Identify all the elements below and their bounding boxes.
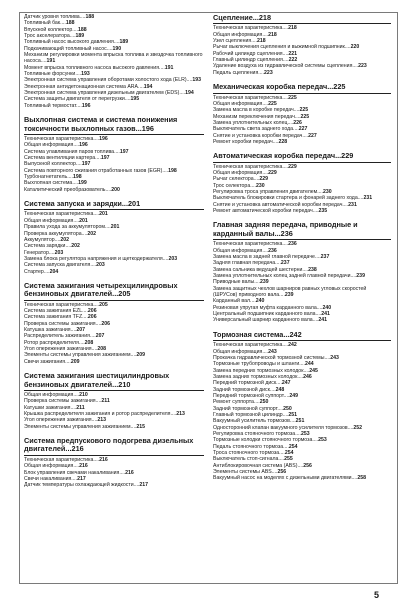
page-ref: 236 xyxy=(288,241,297,248)
toc-entry[interactable]: Передний тормозной суппорт....249 xyxy=(213,392,299,399)
toc-entry[interactable]: Подкачивающий топливный насос....190 xyxy=(24,45,122,52)
page-ref: 201 xyxy=(79,217,88,224)
page-ref: 210 xyxy=(118,379,131,389)
toc-entry[interactable]: Проверка системы зажигания....206 xyxy=(24,320,110,327)
toc-entry[interactable]: Замена сальника ведущей шестерни....238 xyxy=(213,266,317,273)
toc-entry[interactable]: Система вентиляции картера....197 xyxy=(24,155,110,161)
toc-section xyxy=(24,200,204,275)
toc-entry[interactable]: Техническая характеристика....216 xyxy=(24,456,108,463)
page-ref: 193 xyxy=(192,77,202,84)
toc-entry[interactable]: Правила ухода за аккумулятором....201 xyxy=(24,224,120,231)
page-ref: 228 xyxy=(278,138,288,145)
toc-entry[interactable]: Электронная антидетонационная система ARA....194 xyxy=(24,83,153,90)
page-ref: 218 xyxy=(258,13,272,22)
toc-entry[interactable]: Прокачка гидравлической тормозной системы....243 xyxy=(213,354,339,361)
toc-entry[interactable]: Крышка распределителя зажигания и ротор распределителя....213 xyxy=(24,411,185,417)
toc-entry[interactable]: Задняя главная передача....237 xyxy=(213,260,290,267)
toc-entry[interactable]: Общая информация....243 xyxy=(213,348,277,355)
page-ref: 215 xyxy=(136,423,146,430)
page-ref: 206 xyxy=(87,314,97,321)
toc-entry[interactable]: Общая информация....196 xyxy=(24,142,88,149)
toc-entry[interactable]: Свечи накаливания....217 xyxy=(24,475,86,482)
section-title[interactable]: Выхлопная система и система понижения токсичности выхлопных газов...196 xyxy=(24,116,204,135)
toc-entry[interactable]: Вакуумный насос на моделях с дизельными двигателями....258 xyxy=(213,475,366,482)
toc-entry[interactable]: Проверка системы зажигания....211 xyxy=(24,398,110,405)
page-ref: 217 xyxy=(139,482,149,489)
page-ref: 243 xyxy=(330,354,339,361)
toc-entry[interactable]: Общая информация....225 xyxy=(213,100,277,107)
toc-entry[interactable]: Регулировка стояночного тормоза....253 xyxy=(213,430,310,437)
page-ref: 203 xyxy=(168,255,178,262)
page-ref: 213 xyxy=(176,411,185,417)
toc-entry[interactable]: Техническая характеристика....229 xyxy=(213,163,297,170)
page-ref: 225 xyxy=(299,107,309,114)
toc-entry[interactable]: Замена уплотнительных колец....226 xyxy=(213,119,302,126)
toc-entry[interactable]: Резиновая упругая муфта карданного вала....240 xyxy=(213,304,332,311)
page-ref: 250 xyxy=(283,405,292,412)
page-ref: 209 xyxy=(70,358,80,365)
page-ref: 229 xyxy=(288,163,297,170)
toc-entry[interactable]: Выключатель света заднего хода....227 xyxy=(213,126,308,133)
page-ref: 243 xyxy=(268,348,277,355)
page-ref: 201 xyxy=(128,199,141,209)
toc-entry[interactable]: Техническая характеристика....218 xyxy=(213,25,297,32)
toc-entry[interactable]: Общая информация....236 xyxy=(213,247,277,254)
page-ref: 240 xyxy=(255,298,265,305)
toc-entry[interactable]: Замена защитных чехлов шарниров равных угловых скоростей (ШРУСов) приводного вала....239 xyxy=(213,285,368,299)
page-ref: 197 xyxy=(119,148,129,155)
page-ref: 207 xyxy=(95,333,105,340)
toc-entry[interactable]: Антиблокировочная система (ABS)....256 xyxy=(213,462,312,469)
toc-entry[interactable]: Момент впрыска топливного насоса высокого давления....191 xyxy=(24,64,174,71)
toc-entry[interactable]: Выключатель блокировки стартера и фонарей заднего хода....231 xyxy=(213,195,373,202)
page-ref: 218 xyxy=(256,38,266,45)
toc-right-column xyxy=(213,14,391,489)
page-ref: 188 xyxy=(85,14,95,20)
toc-entry[interactable]: Каталитический преобразователь....200 xyxy=(24,186,120,193)
page-ref: 254 xyxy=(288,443,298,450)
page-ref: 200 xyxy=(111,186,120,193)
toc-entry[interactable]: Техническая характеристика....236 xyxy=(213,241,297,248)
toc-entry[interactable]: Троса стояночного тормоза....254 xyxy=(213,450,294,456)
page-ref: 241 xyxy=(318,317,328,324)
page-ref: 253 xyxy=(318,437,327,444)
page-ref: 227 xyxy=(308,132,317,139)
toc-entry[interactable]: Система зажигания EZL....206 xyxy=(24,308,97,315)
page-ref: 199 xyxy=(78,180,87,187)
page-ref: 231 xyxy=(348,201,357,208)
page-ref: 256 xyxy=(303,462,312,469)
toc-entry[interactable]: Задний тормозной суппорт....250 xyxy=(213,405,292,412)
toc-entry[interactable]: Замена блока регулятора напряжения и щеткодержателя....203 xyxy=(24,255,178,262)
page-ref: 196 xyxy=(141,123,154,133)
page-ref: 229 xyxy=(341,151,354,161)
toc-entry[interactable]: Генератор....203 xyxy=(24,249,64,256)
page-ref: 242 xyxy=(289,329,302,339)
toc-entry[interactable]: Удаление воздуха из гидравлической системы сцепления....223 xyxy=(213,63,367,70)
toc-section xyxy=(24,372,204,430)
page-ref: 188 xyxy=(65,20,75,27)
toc-entry[interactable]: Главный цилиндр сцепления....222 xyxy=(213,57,298,64)
page-ref: 248 xyxy=(275,386,285,393)
page-ref: 204 xyxy=(49,268,59,275)
page-ref: 229 xyxy=(268,170,277,177)
page-ref: 227 xyxy=(298,126,308,133)
toc-entry[interactable]: Замена масла в коробке передач....225 xyxy=(213,107,309,114)
toc-entry[interactable]: Замена масла в задней главной передаче....237 xyxy=(213,253,330,260)
page-ref: 246 xyxy=(303,373,312,380)
page-ref: 191 xyxy=(164,64,174,71)
page-ref: 238 xyxy=(308,266,317,273)
page-ref: 216 xyxy=(125,469,134,476)
page-ref: 223 xyxy=(264,69,273,76)
page-ref: 237 xyxy=(280,260,290,267)
toc-entry[interactable]: Универсальный шарнир карданного вала....241 xyxy=(213,317,328,324)
toc-entry[interactable]: Элементы системы ABS....256 xyxy=(213,469,287,476)
toc-entry[interactable]: Рабочий цилиндр сцепления....221 xyxy=(213,50,297,57)
page-ref: 218 xyxy=(288,25,297,32)
toc-entry[interactable]: Система защиты двигателя от перегрузки....195 xyxy=(24,96,140,103)
page-ref: 202 xyxy=(60,236,70,243)
section-title[interactable]: Система предпускового подогрева дизельных двигателей...216 xyxy=(24,437,204,456)
page-ref: 225 xyxy=(333,82,346,92)
page-ref: 225 xyxy=(288,94,297,101)
section-title[interactable]: Тормозная система...242 xyxy=(213,331,391,341)
page-ref: 245 xyxy=(309,367,318,374)
page-ref: 256 xyxy=(277,469,287,476)
toc-entry[interactable]: Общая информация....201 xyxy=(24,217,88,224)
toc-entry[interactable]: Угол опережения зажигания....213 xyxy=(24,417,107,424)
page-ref: 231 xyxy=(363,195,373,202)
toc-entry[interactable]: Регулировка троса управления двигателем....230 xyxy=(213,189,332,196)
toc-entry[interactable]: Элементы системы управления зажиганием....209 xyxy=(24,352,146,359)
page-ref: 253 xyxy=(300,430,310,437)
page-ref: 191 xyxy=(46,58,56,65)
toc-entry[interactable]: Приводные валы....239 xyxy=(213,279,269,286)
page-ref: 249 xyxy=(289,392,299,399)
toc-entry[interactable]: Вакуумный усилитель тормозов....251 xyxy=(213,418,305,425)
toc-entry[interactable]: Карданный вал....240 xyxy=(213,298,265,305)
page-ref: 229 xyxy=(259,176,269,183)
toc-entry[interactable]: Замена уплотнительных колец задней главной передачи....239 xyxy=(213,273,365,279)
toc-entry[interactable]: Ремонт коробки передач....228 xyxy=(213,138,288,145)
page-ref: 210 xyxy=(79,391,88,398)
toc-entry[interactable]: Общая информация....210 xyxy=(24,391,88,398)
section-title[interactable]: Система запуска и зарядки...201 xyxy=(24,200,204,210)
page-ref: 213 xyxy=(97,417,107,424)
toc-entry[interactable]: Катушки зажигания....211 xyxy=(24,404,85,411)
toc-entry[interactable]: Общая информация....216 xyxy=(24,463,88,470)
toc-entry[interactable]: Система зажигания TFZ....206 xyxy=(24,314,97,321)
page-ref: 201 xyxy=(110,224,120,231)
page-ref: 205 xyxy=(118,289,131,299)
toc-section xyxy=(213,152,391,214)
toc-entry[interactable]: Механизм переключения передач....225 xyxy=(213,113,310,120)
page-ref: 206 xyxy=(87,308,97,315)
toc-entry[interactable]: Электронная система управления оборотами холостого хода (ELR)....193 xyxy=(24,77,202,84)
toc-entry[interactable]: Электронная система управления дизельным двигателем (EDS)....194 xyxy=(24,90,194,97)
toc-entry[interactable]: Стартер....204 xyxy=(24,268,59,275)
toc-entry[interactable]: Элементы системы управления зажиганием....215 xyxy=(24,423,146,430)
toc-entry[interactable]: Выхлопная система....199 xyxy=(24,180,87,187)
page-ref: 188 xyxy=(77,26,87,33)
page-ref: 216 xyxy=(71,444,84,454)
toc-entry[interactable]: Центральный подшипник карданного вала....241 xyxy=(213,311,330,318)
toc-entry[interactable]: Проверка аккумулятора....202 xyxy=(24,230,97,237)
page-ref: 211 xyxy=(76,404,85,411)
page-ref: 230 xyxy=(255,182,265,189)
page-ref: 236 xyxy=(268,247,277,254)
page-ref: 196 xyxy=(81,102,91,109)
page-ref: 225 xyxy=(268,100,277,107)
page-ref: 242 xyxy=(288,342,297,349)
toc-entry[interactable]: Катушка зажигания....207 xyxy=(24,327,85,334)
toc-entry[interactable]: Ремонт автоматической коробки передач....235 xyxy=(213,208,328,215)
toc-entry[interactable]: Датчик температуры охлаждающей жидкости....217 xyxy=(24,482,149,489)
toc-entry[interactable]: Датчик уровня топлива....188 xyxy=(24,14,95,20)
page-ref: 203 xyxy=(96,262,105,269)
page-ref: 216 xyxy=(79,463,88,470)
toc-entry[interactable]: Ротор распределителя....208 xyxy=(24,339,94,346)
toc-entry[interactable]: Угол опережения зажигания....208 xyxy=(24,346,107,353)
toc-entry[interactable]: Аккумулятор....202 xyxy=(24,236,70,243)
toc-entry[interactable]: Тормозные трубопроводы и шланги....244 xyxy=(213,361,314,368)
page-ref: 207 xyxy=(76,327,85,334)
page-ref: 206 xyxy=(101,320,110,327)
page-ref: 205 xyxy=(99,301,108,308)
toc-entry[interactable]: Рычаг выключения сцепления и выжимной подшипник....220 xyxy=(213,44,360,51)
toc-entry[interactable]: Свечи зажигания....209 xyxy=(24,358,80,365)
page-ref: 218 xyxy=(268,31,277,38)
toc-entry[interactable]: Топливные форсунки....193 xyxy=(24,71,90,78)
page-ref: 189 xyxy=(119,39,129,46)
page-ref: 241 xyxy=(321,311,330,318)
page-ref: 236 xyxy=(280,228,293,238)
toc-entry[interactable]: Топливный бак....188 xyxy=(24,20,75,27)
toc-entry[interactable]: Выпускной коллектор....197 xyxy=(24,161,91,168)
toc-entry[interactable]: Топливный насос высокого давления....189 xyxy=(24,39,129,46)
toc-section xyxy=(24,116,204,193)
page-ref: 195 xyxy=(130,96,140,103)
toc-entry[interactable]: Снятие и установка коробки передач....227 xyxy=(213,132,317,139)
toc-entry[interactable]: Топливный термостат....196 xyxy=(24,102,91,109)
page-ref: 258 xyxy=(357,475,366,482)
section-title[interactable]: Система зажигания шестицилиндровых бензиновых двигателей...210 xyxy=(24,372,204,391)
page-ref: 209 xyxy=(136,352,146,359)
page-ref: 196 xyxy=(79,142,88,149)
page-ref: 196 xyxy=(99,135,108,142)
page-ref: 190 xyxy=(112,45,122,52)
page-ref: 226 xyxy=(293,119,302,126)
page-ref: 220 xyxy=(350,44,360,51)
page-ref: 202 xyxy=(71,243,80,250)
toc-entry[interactable]: Главный тормозной цилиндр....251 xyxy=(213,411,298,418)
page-ref: 198 xyxy=(168,167,177,174)
toc-entry[interactable]: Задний тормозной диск....248 xyxy=(213,386,285,393)
page-ref: 251 xyxy=(288,411,298,418)
toc-entry[interactable]: Общая информация....218 xyxy=(213,31,277,38)
section-title[interactable]: Сцепление...218 xyxy=(213,14,391,24)
section-title[interactable]: Система зажигания четырехцилиндровых бензиновых двигателей...205 xyxy=(24,282,204,301)
page-ref: 208 xyxy=(84,339,94,346)
toc-entry[interactable]: Техническая характеристика....196 xyxy=(24,135,108,142)
toc-entry[interactable]: Техническая характеристика....225 xyxy=(213,94,297,101)
page-ref: 198 xyxy=(73,174,82,181)
page-ref: 208 xyxy=(97,346,107,353)
toc-entry[interactable]: Трос акселератора....189 xyxy=(24,33,85,40)
toc-entry[interactable]: Односторонний клапан вакуумного усилителя тормозов....252 xyxy=(213,424,363,431)
toc-entry[interactable]: Выключатель стоп-сигнала....255 xyxy=(213,456,293,463)
page-ref: 235 xyxy=(318,208,328,215)
toc-entry[interactable]: Педаль стояночного тормоза....254 xyxy=(213,443,298,450)
page-ref: 254 xyxy=(284,450,294,456)
toc-section xyxy=(213,14,391,76)
page-ref: 237 xyxy=(320,253,330,260)
page-ref: 197 xyxy=(81,161,91,168)
toc-entry[interactable]: Техническая характеристика....205 xyxy=(24,301,108,308)
page-ref: 239 xyxy=(356,273,365,279)
toc-entry[interactable]: Передний тормозной диск....247 xyxy=(213,380,291,387)
section-title[interactable]: Автоматическая коробка передач...229 xyxy=(213,152,391,162)
toc-entry[interactable]: Впускной коллектор....188 xyxy=(24,26,87,33)
page-ref: 223 xyxy=(358,63,367,70)
page-ref: 211 xyxy=(101,398,110,405)
page-ref: 255 xyxy=(284,456,293,463)
page-ref: 217 xyxy=(77,475,86,482)
page-ref: 239 xyxy=(284,292,294,299)
page-ref: 239 xyxy=(260,279,269,286)
toc-entry[interactable]: Замена передних тормозных колодок....245 xyxy=(213,367,318,374)
toc-section xyxy=(213,83,391,145)
toc-entry[interactable]: Система улавливания паров топлива....197 xyxy=(24,148,129,155)
section-title[interactable]: Главная задняя передача, приводные и карданный валы...236 xyxy=(213,221,391,240)
page-ref: 222 xyxy=(288,57,298,64)
page-ref: 201 xyxy=(99,211,108,218)
toc-entry[interactable]: Тормозные колодки стояночного тормоза....253 xyxy=(213,437,327,444)
page-ref: 194 xyxy=(185,90,194,97)
toc-entry[interactable]: Рычаг селектора....229 xyxy=(213,176,269,183)
toc-entry[interactable]: Снятие и установка автоматической коробки передач....231 xyxy=(213,201,357,208)
toc-entry[interactable]: Ремонт суппорта....250 xyxy=(213,399,269,406)
page-number: 5 xyxy=(374,590,380,600)
toc-entry[interactable]: Система зарядки....202 xyxy=(24,243,80,250)
section-title[interactable]: Механическая коробка передач...225 xyxy=(213,83,391,93)
toc-entry[interactable]: Турбонагнетатель....198 xyxy=(24,174,82,181)
toc-entry[interactable]: Педаль сцепления....223 xyxy=(213,69,273,76)
page-ref: 189 xyxy=(75,33,85,40)
page-ref: 251 xyxy=(295,418,305,425)
toc-section xyxy=(213,221,391,323)
toc-entry[interactable]: Техническая характеристика....242 xyxy=(213,342,297,349)
toc-left-column xyxy=(24,14,204,496)
page-ref: 252 xyxy=(353,424,363,431)
page-ref: 194 xyxy=(143,83,153,90)
page-ref: 250 xyxy=(259,399,269,406)
toc-entry[interactable]: Общая информация....229 xyxy=(213,170,277,177)
toc-entry[interactable]: Замена задних тормозных колодок....246 xyxy=(213,373,312,380)
page-ref: 221 xyxy=(288,50,297,57)
toc-section xyxy=(213,331,391,482)
page-ref: 247 xyxy=(281,380,291,387)
page-ref: 197 xyxy=(100,155,110,161)
page-ref: 193 xyxy=(81,71,90,78)
toc-entry[interactable]: Трос селектора....230 xyxy=(213,182,265,189)
toc-section xyxy=(24,437,204,489)
page-ref: 225 xyxy=(300,113,310,120)
page-ref: 244 xyxy=(305,361,314,368)
toc-entry[interactable]: Система запуска двигателя....203 xyxy=(24,262,105,269)
toc-entry[interactable]: Техническая характеристика....201 xyxy=(24,211,108,218)
toc-entry[interactable]: Механизм регулировки момента впрыска топлива и звездочка топливного насоса....191 xyxy=(24,52,204,65)
toc-entry[interactable]: Узел сцепления....218 xyxy=(213,38,266,45)
toc-entry[interactable]: Распределитель зажигания....207 xyxy=(24,333,105,340)
page-ref: 216 xyxy=(99,456,108,463)
page-ref: 203 xyxy=(54,249,64,256)
toc-entry[interactable]: Блок управления свечами накаливания....216 xyxy=(24,469,134,476)
page-ref: 240 xyxy=(322,304,332,311)
toc-entry[interactable]: Система повторного сжигания отработанных газов (EGR)....198 xyxy=(24,167,177,174)
toc-section xyxy=(24,282,204,365)
page-ref: 202 xyxy=(87,230,97,237)
toc-section xyxy=(24,14,204,109)
page-ref: 230 xyxy=(322,189,332,196)
